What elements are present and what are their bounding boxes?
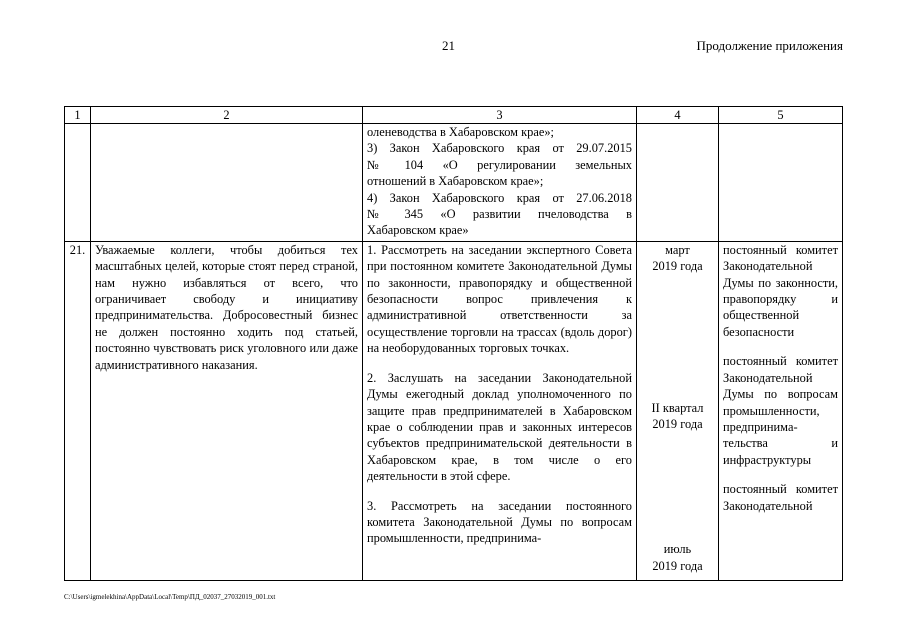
cont-num-cell: [65, 124, 91, 242]
cont-measure-cell: [363, 124, 637, 242]
cont-line: оленеводства в Хабаровском крае»;: [367, 125, 554, 139]
column-header-1: 1: [65, 107, 91, 124]
file-path-footer: C:\Users\igmelekhina\AppData\Local\Temp\ПД_02037_27032019_001.txt: [64, 593, 276, 601]
cont-term-cell: [637, 124, 719, 242]
row-number: 21.: [65, 241, 91, 580]
cont-responsible-cell: [719, 124, 843, 242]
page-number: 21: [442, 38, 455, 53]
measure-3-text: 3. Рассмотреть на заседании постоянного комитета Законодательной Думы по вопросам промышленности, предпринима-: [367, 498, 632, 546]
table-header-row: [65, 107, 843, 124]
measure-3-term: июль 2019 года: [652, 542, 703, 573]
measure-2-responsible: постоянный комитет Законодательной Думы по вопросам промышленности, предпринима-тельства и инфраструктуры: [723, 354, 838, 467]
cont-line: Хабаровском крае»: [367, 223, 469, 238]
proposal-text: Уважаемые коллеги, чтобы добиться тех масштабных целей, которые стоят перед страной, нам нужно избавляться от всего, что ограничивает свободу и инициативу предпринимательства. Добросовестный бизнес не должен постоянно ходить под статьей, постоянно чувствовать риск уголовного или даже административного наказания.: [91, 241, 363, 580]
measures-cell: [363, 241, 637, 580]
responsible-cell: [719, 241, 843, 580]
cont-proposal-cell: [91, 124, 363, 242]
cont-line: 4) Закон Хабаровского края от 27.06.2018: [367, 190, 632, 205]
measure-3-responsible: постоянный комитет Законодательной: [723, 482, 838, 513]
column-header-2: 2: [91, 107, 363, 124]
measure-2-term: II квартал 2019 года: [651, 400, 704, 432]
continuation-label: Продолжение приложения: [696, 38, 843, 53]
column-header-5: 5: [719, 107, 843, 124]
cont-line: № 104 «О регулировании земельных: [367, 157, 632, 172]
column-header-4: 4: [637, 107, 719, 124]
cont-line: отношений в Хабаровском крае»;: [367, 174, 544, 189]
measures-table: [64, 106, 843, 581]
table-row-21: [65, 241, 843, 580]
column-header-3: 3: [363, 107, 637, 124]
measure-1-term: март 2019 года: [652, 242, 703, 274]
cont-line: 3) Закон Хабаровского края от 29.07.2015: [367, 141, 632, 156]
table-row-continuation: [65, 124, 843, 242]
measure-1-responsible: постоянный комитет Законодательной Думы по законности, правопорядку и общественной безопасности: [723, 242, 838, 339]
cont-line: № 345 «О развитии пчеловодства в: [367, 207, 632, 222]
measure-2-text: 2. Заслушать на заседании Законодательной Думы ежегодный доклад уполномоченного по защите прав предпринимателей в Хабаровском крае о соблюдении прав и законных интересов субъектов предпринимательской деятельности в Хабаровском крае, в том числе о его деятельности в этой сфере.: [367, 370, 632, 484]
measure-1-text: 1. Рассмотреть на заседании экспертного Совета при постоянном комитете Законодательной Думы по законности, правопорядку и общественной безопасности вопрос привлечения к административной ответственности за осуществление торговли на трассах (вдоль дорог) на необорудованных торговых точках.: [367, 242, 632, 356]
terms-cell: [637, 241, 719, 580]
